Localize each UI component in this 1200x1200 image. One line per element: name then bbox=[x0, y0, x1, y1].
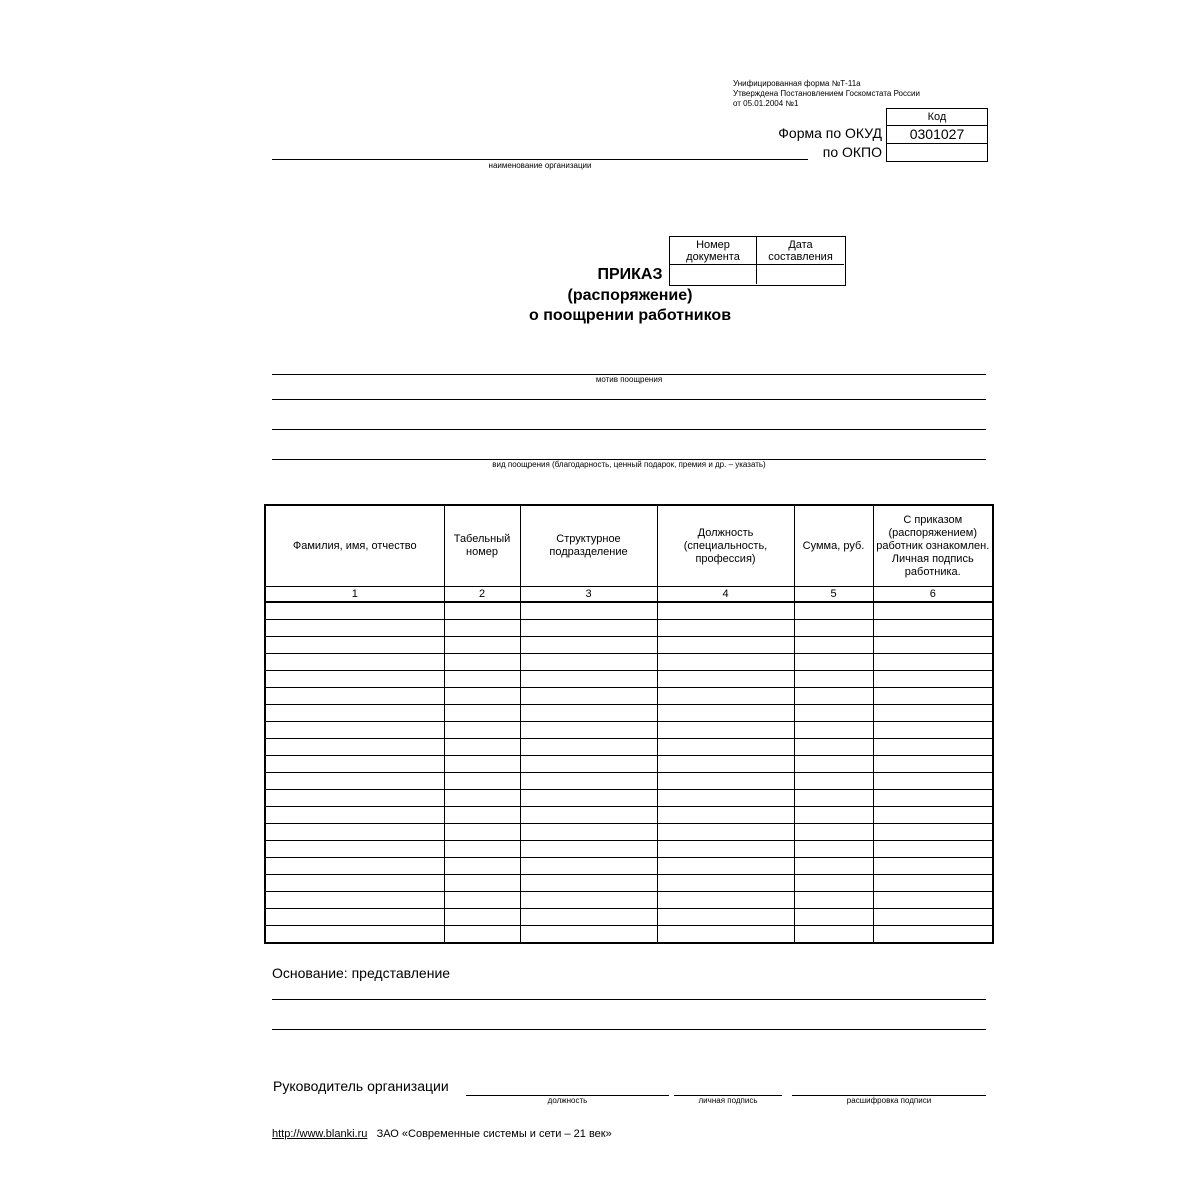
table-cell[interactable] bbox=[873, 722, 993, 739]
table-cell[interactable] bbox=[657, 824, 794, 841]
table-cell[interactable] bbox=[444, 909, 520, 926]
table-cell[interactable] bbox=[520, 756, 657, 773]
head-of-organization-label: Руководитель организации bbox=[273, 1078, 449, 1094]
table-cell[interactable] bbox=[873, 841, 993, 858]
table-cell[interactable] bbox=[794, 858, 873, 875]
table-cell[interactable] bbox=[794, 722, 873, 739]
table-cell[interactable] bbox=[520, 602, 657, 620]
table-cell[interactable] bbox=[794, 926, 873, 944]
footer bbox=[272, 1128, 612, 1140]
table-cell[interactable] bbox=[794, 875, 873, 892]
table-cell[interactable] bbox=[444, 739, 520, 756]
table-cell[interactable] bbox=[657, 722, 794, 739]
kind-line-1[interactable] bbox=[272, 399, 986, 400]
table-cell[interactable] bbox=[444, 620, 520, 637]
org-name-caption: наименование организации bbox=[488, 161, 592, 170]
table-cell[interactable] bbox=[520, 790, 657, 807]
table-cell[interactable] bbox=[265, 875, 444, 892]
table-cell[interactable] bbox=[265, 790, 444, 807]
table-cell[interactable] bbox=[873, 688, 993, 705]
table-row bbox=[265, 824, 993, 841]
table-cell[interactable] bbox=[794, 773, 873, 790]
table-cell[interactable] bbox=[794, 756, 873, 773]
table-cell[interactable] bbox=[520, 807, 657, 824]
table-cell[interactable] bbox=[444, 756, 520, 773]
table-cell[interactable] bbox=[657, 841, 794, 858]
column-header-department: Структурное подразделение bbox=[520, 505, 657, 587]
table-cell[interactable] bbox=[794, 824, 873, 841]
table-row bbox=[265, 875, 993, 892]
okpo-value[interactable] bbox=[887, 144, 987, 162]
order-title: ПРИКАЗ bbox=[597, 266, 663, 283]
table-cell[interactable] bbox=[873, 602, 993, 620]
okpo-label: по ОКПО bbox=[822, 144, 882, 160]
table-cell[interactable] bbox=[873, 824, 993, 841]
table-cell[interactable] bbox=[657, 688, 794, 705]
table-row bbox=[265, 858, 993, 875]
table-cell[interactable] bbox=[265, 926, 444, 944]
table-row bbox=[265, 654, 993, 671]
table-cell[interactable] bbox=[794, 602, 873, 620]
table-cell[interactable] bbox=[444, 654, 520, 671]
table-cell[interactable] bbox=[794, 671, 873, 688]
table-row bbox=[265, 705, 993, 722]
table-cell[interactable] bbox=[657, 620, 794, 637]
table-cell[interactable] bbox=[794, 841, 873, 858]
table-cell[interactable] bbox=[873, 926, 993, 944]
table-cell[interactable] bbox=[873, 739, 993, 756]
table-cell[interactable] bbox=[873, 909, 993, 926]
basis-line-2[interactable] bbox=[272, 1029, 986, 1030]
table-cell[interactable] bbox=[520, 637, 657, 654]
column-number: 5 bbox=[794, 587, 873, 603]
table-row bbox=[265, 722, 993, 739]
table-cell[interactable] bbox=[520, 909, 657, 926]
okud-label: Форма по ОКУД bbox=[778, 125, 882, 141]
table-row bbox=[265, 671, 993, 688]
table-row bbox=[265, 620, 993, 637]
table-cell[interactable] bbox=[657, 909, 794, 926]
table-cell[interactable] bbox=[657, 705, 794, 722]
table-row bbox=[265, 602, 993, 620]
motive-caption: мотив поощрения bbox=[595, 375, 663, 384]
okud-value: 0301027 bbox=[887, 126, 987, 144]
signature-decode-caption: расшифровка подписи bbox=[846, 1096, 932, 1105]
table-cell[interactable] bbox=[265, 722, 444, 739]
table-cell[interactable] bbox=[444, 705, 520, 722]
table-cell[interactable] bbox=[657, 654, 794, 671]
table-cell[interactable] bbox=[444, 602, 520, 620]
table-cell[interactable] bbox=[265, 637, 444, 654]
table-cell[interactable] bbox=[520, 841, 657, 858]
table-cell[interactable] bbox=[794, 654, 873, 671]
basis-line-1[interactable] bbox=[272, 999, 986, 1000]
table-row bbox=[265, 739, 993, 756]
column-number: 2 bbox=[444, 587, 520, 603]
table-row bbox=[265, 841, 993, 858]
table-cell[interactable] bbox=[444, 773, 520, 790]
table-cell[interactable] bbox=[520, 875, 657, 892]
table-cell[interactable] bbox=[265, 654, 444, 671]
table-row bbox=[265, 926, 993, 944]
table-cell[interactable] bbox=[873, 637, 993, 654]
table-cell[interactable] bbox=[873, 654, 993, 671]
table-cell[interactable] bbox=[657, 739, 794, 756]
table-row bbox=[265, 807, 993, 824]
employees-table bbox=[264, 504, 994, 944]
basis-label: Основание: представление bbox=[272, 965, 451, 981]
table-cell[interactable] bbox=[265, 705, 444, 722]
table-cell[interactable] bbox=[873, 671, 993, 688]
table-cell[interactable] bbox=[444, 671, 520, 688]
table-cell[interactable] bbox=[520, 654, 657, 671]
table-row bbox=[265, 892, 993, 909]
table-row bbox=[265, 909, 993, 926]
table-cell[interactable] bbox=[520, 688, 657, 705]
table-cell[interactable] bbox=[657, 807, 794, 824]
code-box bbox=[886, 108, 988, 162]
table-cell[interactable] bbox=[657, 756, 794, 773]
table-cell[interactable] bbox=[520, 858, 657, 875]
kind-caption: вид поощрения (благодарность, ценный подарок, премия и др. – указать) bbox=[492, 460, 766, 469]
table-cell[interactable] bbox=[520, 620, 657, 637]
table-cell[interactable] bbox=[873, 807, 993, 824]
table-cell[interactable] bbox=[444, 688, 520, 705]
table-cell[interactable] bbox=[265, 841, 444, 858]
table-cell[interactable] bbox=[520, 705, 657, 722]
table-cell[interactable] bbox=[444, 637, 520, 654]
table-cell[interactable] bbox=[873, 892, 993, 909]
table-cell[interactable] bbox=[520, 773, 657, 790]
table-cell[interactable] bbox=[520, 722, 657, 739]
table-cell[interactable] bbox=[657, 926, 794, 944]
kind-line-2[interactable] bbox=[272, 429, 986, 430]
table-row bbox=[265, 637, 993, 654]
approval-line: Утверждена Постановлением Госкомстата России bbox=[733, 89, 920, 98]
table-cell[interactable] bbox=[520, 671, 657, 688]
column-header-name: Фамилия, имя, отчество bbox=[265, 505, 444, 587]
table-cell[interactable] bbox=[657, 773, 794, 790]
column-number: 3 bbox=[520, 587, 657, 603]
table-cell[interactable] bbox=[794, 637, 873, 654]
order-subject: о поощрении работников bbox=[528, 307, 732, 324]
table-cell[interactable] bbox=[265, 671, 444, 688]
table-cell[interactable] bbox=[444, 892, 520, 909]
table-cell[interactable] bbox=[444, 841, 520, 858]
table-cell[interactable] bbox=[265, 739, 444, 756]
column-number: 1 bbox=[265, 587, 444, 603]
table-cell[interactable] bbox=[520, 926, 657, 944]
table-cell[interactable] bbox=[265, 620, 444, 637]
table-cell[interactable] bbox=[794, 705, 873, 722]
table-row bbox=[265, 773, 993, 790]
company-name: ЗАО «Современные системы и сети – 21 век» bbox=[376, 1128, 612, 1140]
table-cell[interactable] bbox=[265, 858, 444, 875]
approval-date-line: от 05.01.2004 №1 bbox=[733, 99, 799, 108]
table-cell[interactable] bbox=[657, 790, 794, 807]
column-header-position: Должность (специальность, профессия) bbox=[657, 505, 794, 587]
column-header-tab-number: Табельный номер bbox=[444, 505, 520, 587]
table-cell[interactable] bbox=[794, 892, 873, 909]
table-cell[interactable] bbox=[265, 688, 444, 705]
column-header-signature: С приказом (распоряжением) работник ознакомлен. Личная подпись работника. bbox=[873, 505, 993, 587]
table-cell[interactable] bbox=[444, 824, 520, 841]
table-cell[interactable] bbox=[794, 688, 873, 705]
table-cell[interactable] bbox=[794, 909, 873, 926]
column-number: 6 bbox=[873, 587, 993, 603]
signature-caption: личная подпись bbox=[698, 1096, 758, 1105]
table-cell[interactable] bbox=[657, 858, 794, 875]
table-cell[interactable] bbox=[265, 756, 444, 773]
table-cell[interactable] bbox=[873, 620, 993, 637]
blanki-link[interactable]: http://www.blanki.ru bbox=[272, 1128, 368, 1140]
table-row bbox=[265, 790, 993, 807]
table-header-row bbox=[265, 505, 993, 587]
table-cell[interactable] bbox=[873, 875, 993, 892]
table-cell[interactable] bbox=[265, 602, 444, 620]
column-number-row bbox=[265, 587, 993, 603]
document-number-header: Номер документа bbox=[670, 237, 757, 265]
table-row bbox=[265, 756, 993, 773]
table-cell[interactable] bbox=[794, 739, 873, 756]
order-subtitle: (распоряжение) bbox=[567, 287, 693, 304]
table-cell[interactable] bbox=[657, 875, 794, 892]
table-cell[interactable] bbox=[873, 858, 993, 875]
table-cell[interactable] bbox=[657, 671, 794, 688]
table-cell[interactable] bbox=[873, 705, 993, 722]
table-cell[interactable] bbox=[444, 807, 520, 824]
column-header-sum: Сумма, руб. bbox=[794, 505, 873, 587]
org-name-line[interactable] bbox=[272, 159, 808, 160]
table-cell[interactable] bbox=[265, 773, 444, 790]
table-cell[interactable] bbox=[794, 790, 873, 807]
table-cell[interactable] bbox=[657, 637, 794, 654]
table-cell[interactable] bbox=[265, 892, 444, 909]
table-cell[interactable] bbox=[520, 739, 657, 756]
table-cell[interactable] bbox=[520, 892, 657, 909]
table-cell[interactable] bbox=[444, 722, 520, 739]
document-date-header: Дата составления bbox=[757, 237, 844, 265]
column-number: 4 bbox=[657, 587, 794, 603]
table-cell[interactable] bbox=[873, 756, 993, 773]
table-cell[interactable] bbox=[444, 790, 520, 807]
table-cell[interactable] bbox=[444, 858, 520, 875]
table-cell[interactable] bbox=[265, 909, 444, 926]
unified-form-info bbox=[733, 79, 920, 109]
table-cell[interactable] bbox=[265, 824, 444, 841]
table-cell[interactable] bbox=[873, 773, 993, 790]
unified-form-line: Унифицированная форма №Т-11а bbox=[733, 79, 861, 88]
table-cell[interactable] bbox=[444, 875, 520, 892]
table-cell[interactable] bbox=[657, 602, 794, 620]
position-caption: должность bbox=[547, 1096, 588, 1105]
table-cell[interactable] bbox=[794, 807, 873, 824]
table-cell[interactable] bbox=[657, 892, 794, 909]
table-row bbox=[265, 688, 993, 705]
code-header: Код bbox=[887, 109, 987, 126]
table-cell[interactable] bbox=[873, 790, 993, 807]
table-cell[interactable] bbox=[444, 926, 520, 944]
table-cell[interactable] bbox=[794, 620, 873, 637]
table-cell[interactable] bbox=[265, 807, 444, 824]
table-cell[interactable] bbox=[520, 824, 657, 841]
